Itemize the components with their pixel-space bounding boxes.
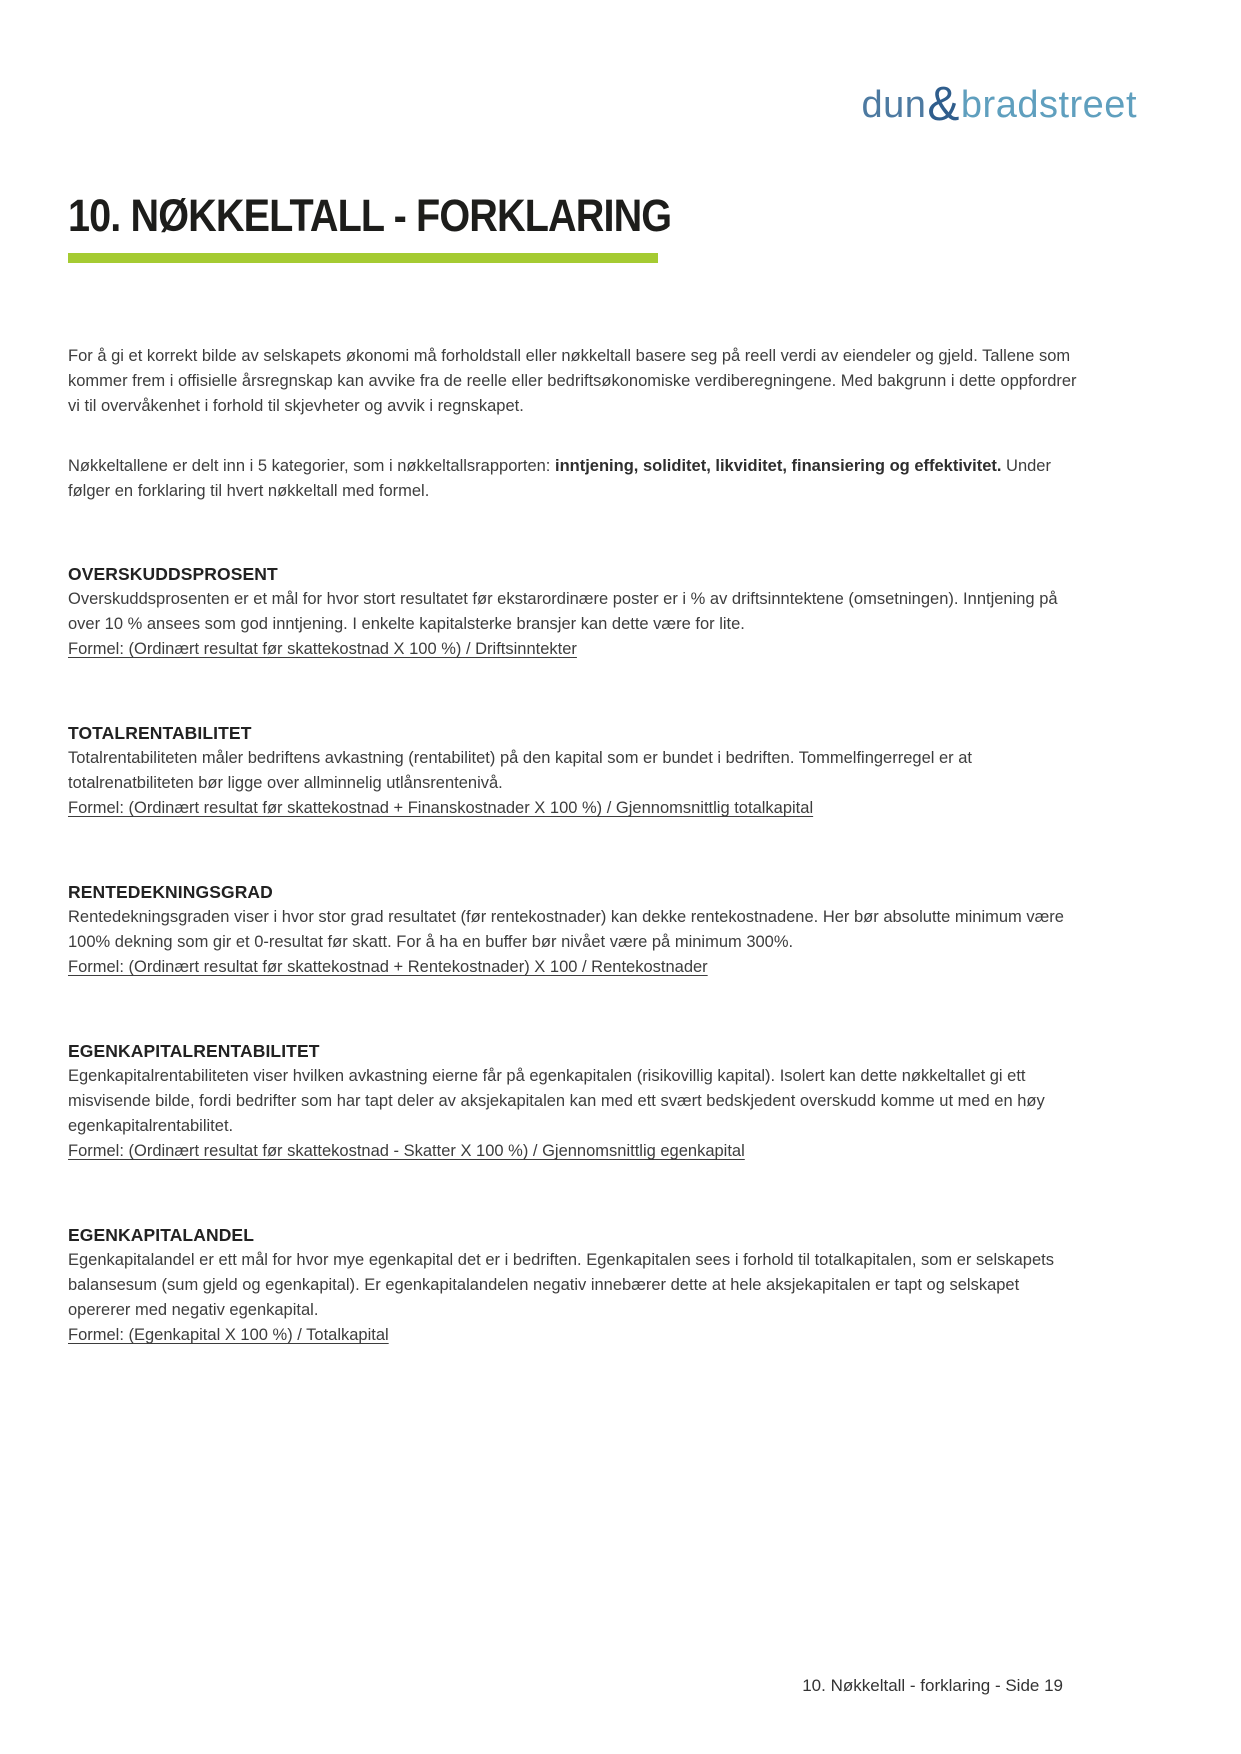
section-egenkapitalandel — [68, 1223, 1078, 1348]
section-heading: TOTALRENTABILITET — [68, 723, 252, 743]
intro-paragraph-1: For å gi et korrekt bilde av selskapets økonomi må forholdstall eller nøkkeltall basere seg på reell verdi av eiendeler og gjeld. Tallene som kommer frem i offisielle årsregnskap kan avvike fra de reelle eller bedriftsøkonomiske verdiberegningene. Med bakgrunn i dette oppfordrer vi til overvåkenhet i forhold til skjevheter og avvik i regnskapet. — [68, 347, 1077, 415]
section-body-text: Overskuddsprosenten er et mål for hvor stort resultatet før ekstarordinære poster er i % av driftsinntektene (omsetningen). Inntjening på over 10 % ansees som god inntjening. I enkelte kapitalsterke bransjer kan dette være for lite. — [68, 590, 1058, 633]
intro-paragraph-2 — [68, 454, 1078, 504]
section-rentedekningsgrad — [68, 880, 1078, 980]
logo-ampersand-icon: & — [927, 78, 960, 131]
page-footer: 10. Nøkkeltall - forklaring - Side 19 — [802, 1676, 1063, 1695]
dun-bradstreet-logo — [861, 74, 1137, 129]
section-formula: Formel: (Ordinært resultat før skattekostnad X 100 %) / Driftsinntekter — [68, 640, 577, 658]
logo-text-dun: dun — [861, 84, 927, 126]
logo-text-bradstreet: bradstreet — [960, 84, 1137, 126]
section-heading: OVERSKUDDSPROSENT — [68, 564, 278, 584]
document-body — [68, 344, 1078, 1407]
intro-paragraph-2-bold-categories: inntjening, soliditet, likviditet, finansiering og effektivitet. — [554, 457, 1002, 475]
section-egenkapitalrentabilitet — [68, 1039, 1078, 1164]
page-title: 10. NØKKELTALL - FORKLARING — [68, 190, 672, 241]
section-totalrentabilitet — [68, 721, 1078, 821]
intro-paragraph-2-text-end: Under følger en forklaring til hvert nøkkeltall med formel. — [68, 457, 1051, 500]
section-overskuddsprosent — [68, 562, 1078, 662]
section-heading: EGENKAPITALANDEL — [68, 1225, 254, 1245]
section-formula: Formel: (Ordinært resultat før skattekostnad + Rentekostnader) X 100 / Rentekostnader — [68, 958, 708, 976]
section-body-text: Egenkapitalrentabiliteten viser hvilken avkastning eierne får på egenkapitalen (risikovillig kapital). Isolert kan dette nøkkeltallet gi ett misvisende bilde, fordi bedrifter som har tapt deler av aksjekapitalen kan med ett svært bedskjedent overskudd komme ut med en høy egenkapitalrentabilitet. — [68, 1067, 1045, 1135]
section-body-text: Egenkapitalandel er ett mål for hvor mye egenkapital det er i bedriften. Egenkapitalen sees i forhold til totalkapitalen, som er selskapets balansesum (sum gjeld og egenkapital). Er egenkapitalandelen negativ innebærer dette at hele aksjekapitalen er tapt og selskapet opererer med negativ egenkapital. — [68, 1251, 1054, 1319]
section-body-text: Rentedekningsgraden viser i hvor stor grad resultatet (før rentekostnader) kan dekke rentekostnadene. Her bør absolutte minimum være 100% dekning som gir et 0-resultat før skatt. For å ha en buffer bør nivået være på minimum 300%. — [68, 908, 1064, 951]
section-body-text: Totalrentabiliteten måler bedriftens avkastning (rentabilitet) på den kapital som er bundet i bedriften. Tommelfingerregel er at totalrenatbiliteten bør ligge over allminnelig utlånsrentenivå. — [68, 749, 973, 792]
section-heading: EGENKAPITALRENTABILITET — [68, 1041, 320, 1061]
intro-paragraph-2-text: Nøkkeltallene er delt inn i 5 kategorier, som i nøkkeltallsrapporten: — [68, 457, 555, 475]
section-formula: Formel: (Egenkapital X 100 %) / Totalkapital — [68, 1326, 389, 1344]
section-formula: Formel: (Ordinært resultat før skattekostnad + Finanskostnader X 100 %) / Gjennomsnittlig totalkapital — [68, 799, 814, 817]
section-heading: RENTEDEKNINGSGRAD — [68, 882, 273, 902]
title-underline-bar — [68, 253, 658, 263]
section-formula: Formel: (Ordinært resultat før skattekostnad - Skatter X 100 %) / Gjennomsnittlig egenkapital — [68, 1142, 745, 1160]
